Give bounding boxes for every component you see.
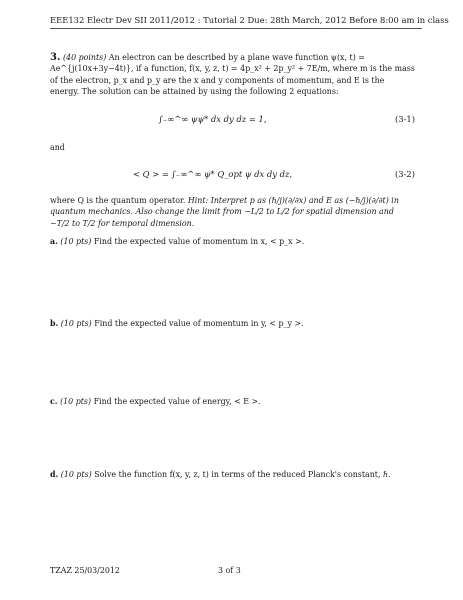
part-b-text: Find the expected value of momentum in y, < p_y >. [94, 319, 304, 328]
where-text: where Q is the quantum operator. [50, 196, 186, 206]
question-points: (40 points) [62, 53, 107, 62]
footer-page-number: 3 of 3 [218, 566, 241, 575]
part-c-text: Find the expected value of energy, < E >. [93, 397, 261, 406]
where-hint-paragraph [50, 195, 415, 229]
part-d-label: d. [50, 470, 59, 479]
equation-3-1-number: (3-1) [394, 113, 415, 124]
equation-3-2-number: (3-2) [394, 169, 415, 180]
part-d-points: (10 pts) [60, 470, 92, 479]
hint-text: Hint: Interpret p as (ℏ/j)(∂/∂x) and E as (−ℏ/j)(∂/∂t) in quantum mechanics. Also change the limit from −L/2 to L/2 for spatial dimension and −T/2 to T/2 for temporal dimension. [50, 196, 399, 228]
part-a [50, 236, 415, 247]
part-b-points: (10 pts) [60, 319, 92, 328]
equation-3-2 [50, 157, 415, 193]
part-d-text: Solve the function f(x, y, z, t) in terms of the reduced Planck's constant, ℏ. [94, 470, 391, 479]
part-a-points: (10 pts) [60, 237, 92, 246]
equation-3-1 [50, 102, 415, 138]
part-c-label: c. [50, 397, 58, 406]
equation-3-2-expression: < Q > = ∫₋∞^∞ ψ* Q_opt ψ dx dy dz, [132, 169, 293, 180]
part-c-points: (10 pts) [60, 397, 92, 406]
page-header: EEE132 Electr Dev SII 2011/2012 : Tutorial 2 Due: 28th March, 2012 Before 8:00 am in class [50, 15, 449, 25]
question-block [50, 52, 415, 229]
part-b-label: b. [50, 319, 59, 328]
part-b [50, 318, 415, 329]
equation-3-1-expression: ∫₋∞^∞ ψψ* dx dy dz = 1, [158, 113, 267, 124]
question-intro [50, 52, 415, 98]
part-a-text: Find the expected value of momentum in x, < p_x >. [93, 237, 305, 246]
header-rule [50, 28, 422, 29]
part-a-label: a. [50, 237, 58, 246]
conjunction-and: and [50, 142, 65, 152]
question-intro-text: An electron can be described by a plane wave function ψ(x, t) = Ae^{j(10x+3y−4t)}, if a function, f(x, y, z, t) = 4p_x² + 2p_y² + 7E/m, where m is the mass of the electron, p_x and p_y are the x and y components of momentum, and E is the energy. The solution can be attained by using the following 2 equations: [50, 53, 415, 97]
question-number: 3. [50, 52, 61, 63]
part-c [50, 396, 415, 407]
footer-author-date: TZAZ 25/03/2012 [50, 566, 120, 575]
part-d [50, 469, 415, 480]
